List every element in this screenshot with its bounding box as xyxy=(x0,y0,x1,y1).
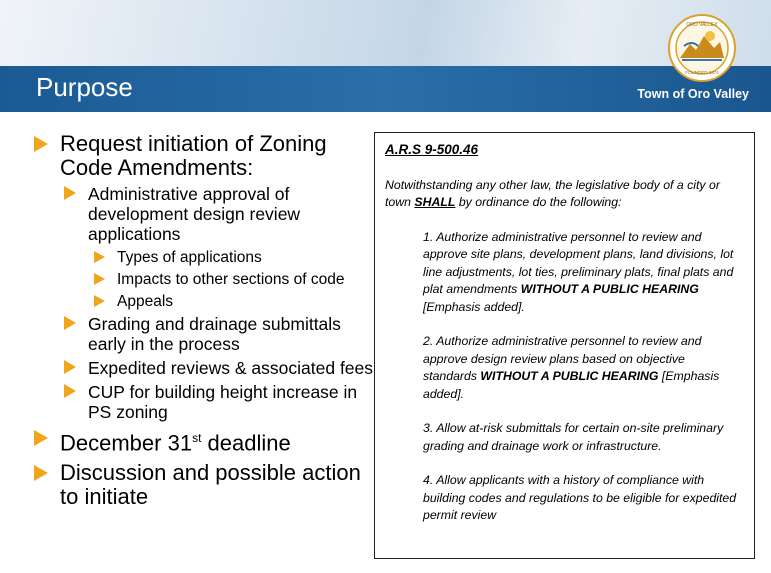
bullet-arrow-icon xyxy=(94,251,105,263)
svg-text:ORO VALLEY: ORO VALLEY xyxy=(686,22,718,28)
sub-bullet-admin-approval: Administrative approval of development design review applications xyxy=(34,184,379,244)
sub-sub-bullet-types: Types of applications xyxy=(34,248,379,267)
statute-item-4: 4. Allow applicants with a history of compliance with building codes and regulations to be eligible for expedited permit review xyxy=(423,473,737,522)
statute-item-1: 1. Authorize administrative personnel to review and approve site plans, development plans, land divisions, lot line adjustments, lot ties, preliminary plats, final plats and plat amendments WITHOUT A PUBLIC HEARING [Emphasis added]. xyxy=(423,229,734,314)
sub-sub-bullet-appeals: Appeals xyxy=(34,292,379,311)
statute-text-box xyxy=(374,132,755,559)
statute-item-3: 3. Allow at-risk submittals for certain on-site preliminary grading and drainage work or infrastructure. xyxy=(423,421,724,453)
bullet-deadline: December 31st deadline xyxy=(34,426,379,455)
town-seal-logo xyxy=(668,14,736,82)
bullet-request-initiation: Request initiation of Zoning Code Amendments: xyxy=(34,132,379,180)
bullet-arrow-icon xyxy=(64,360,76,374)
town-name: Town of Oro Valley xyxy=(637,87,749,101)
bullet-arrow-icon xyxy=(34,465,48,481)
bullet-arrow-icon xyxy=(94,273,105,285)
statute-item-2: 2. Authorize administrative personnel to review and approve design review plans based on objective standards WITHOUT A PUBLIC HEARING [Emphasis added]. xyxy=(423,334,720,401)
sub-bullet-expedited: Expedited reviews & associated fees xyxy=(34,358,379,378)
bullet-arrow-icon xyxy=(64,384,76,398)
bullet-arrow-icon xyxy=(64,186,76,200)
svg-text:FOUNDED 1974: FOUNDED 1974 xyxy=(685,70,719,75)
sub-sub-bullet-impacts: Impacts to other sections of code xyxy=(34,270,379,289)
statute-reference: A.R.S 9-500.46 xyxy=(385,142,479,157)
slide-title: Purpose xyxy=(36,72,133,102)
sub-bullet-cup: CUP for building height increase in PS zoning xyxy=(34,382,379,422)
bullet-discussion: Discussion and possible action to initiate xyxy=(34,461,379,509)
header-sky-banner xyxy=(0,0,771,66)
purpose-bullet-list xyxy=(34,132,379,513)
bullet-arrow-icon xyxy=(94,295,105,307)
bullet-arrow-icon xyxy=(34,430,48,446)
slide-header xyxy=(0,0,771,112)
statute-intro: Notwithstanding any other law, the legislative body of a city or town SHALL by ordinance do the following: xyxy=(385,177,720,209)
bullet-arrow-icon xyxy=(64,316,76,330)
sub-bullet-grading: Grading and drainage submittals early in the process xyxy=(34,314,379,354)
bullet-arrow-icon xyxy=(34,136,48,152)
